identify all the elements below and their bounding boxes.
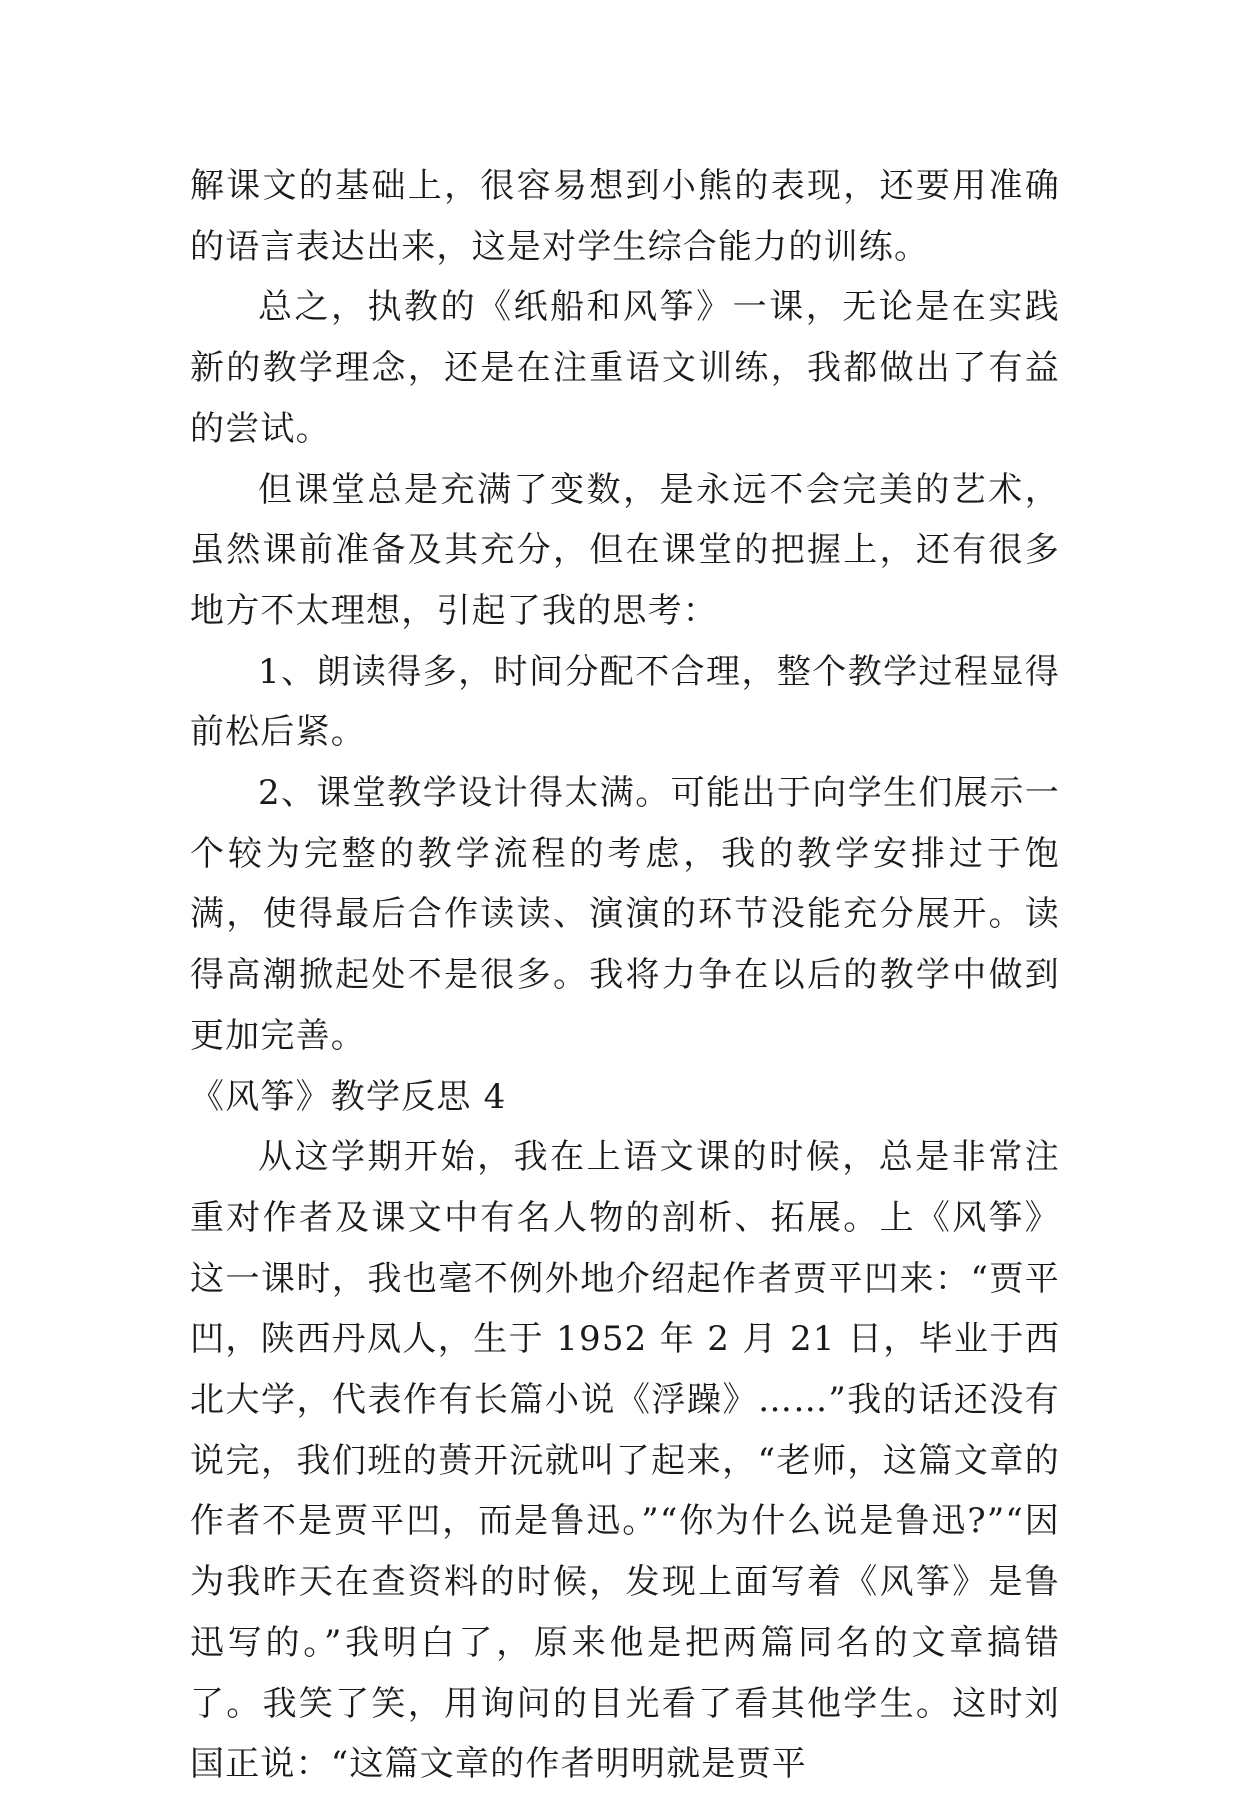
paragraph-1: 解课文的基础上，很容易想到小熊的表现，还要用准确的语言表达出来，这是对学生综合能力的训练。 — [190, 166, 1060, 267]
paragraph-4: 1、朗读得多，时间分配不合理，整个教学过程显得前松后紧。 — [190, 651, 1060, 753]
document-body — [190, 156, 1060, 1795]
paragraph-3: 但课堂总是充满了变数，是永远不会完美的艺术，虽然课前准备及其充分，但在课堂的把握上，还有很多地方不太理想，引起了我的思考： — [190, 469, 1060, 631]
paragraph-2: 总之，执教的《纸船和风筝》一课，无论是在实践新的教学理念，还是在注重语文训练，我都做出了有益的尝试。 — [190, 287, 1060, 449]
section-heading: 《风筝》教学反思 4 — [190, 1076, 507, 1117]
paragraph-7: 从这学期开始，我在上语文课的时候，总是非常注重对作者及课文中有名人物的剖析、拓展。上《风筝》这一课时，我也毫不例外地介绍起作者贾平凹来：“贾平凹，陕西丹凤人，生于 1952 年 2 月 21 日，毕业于西北大学，代表作有长篇小说《浮躁》……”我的话还没有说完，我们班的蒉开沅就叫了起来，“老师，这篇文章的作者不是贾平凹，而是鲁迅。”“你为什么说是鲁迅?”“因为我昨天在查资料的时候，发现上面写着《风筝》是鲁迅写的。”我明白了，原来他是把两篇同名的文章搞错了。我笑了笑，用询问的目光看了看其他学生。这时刘国正说：“这篇文章的作者明明就是贾平 — [190, 1137, 1060, 1785]
paragraph-5: 2、课堂教学设计得太满。可能出于向学生们展示一个较为完整的教学流程的考虑，我的教学安排过于饱满，使得最后合作读读、演演的环节没能充分展开。读得高潮掀起处不是很多。我将力争在以后的教学中做到更加完善。 — [190, 773, 1060, 1056]
